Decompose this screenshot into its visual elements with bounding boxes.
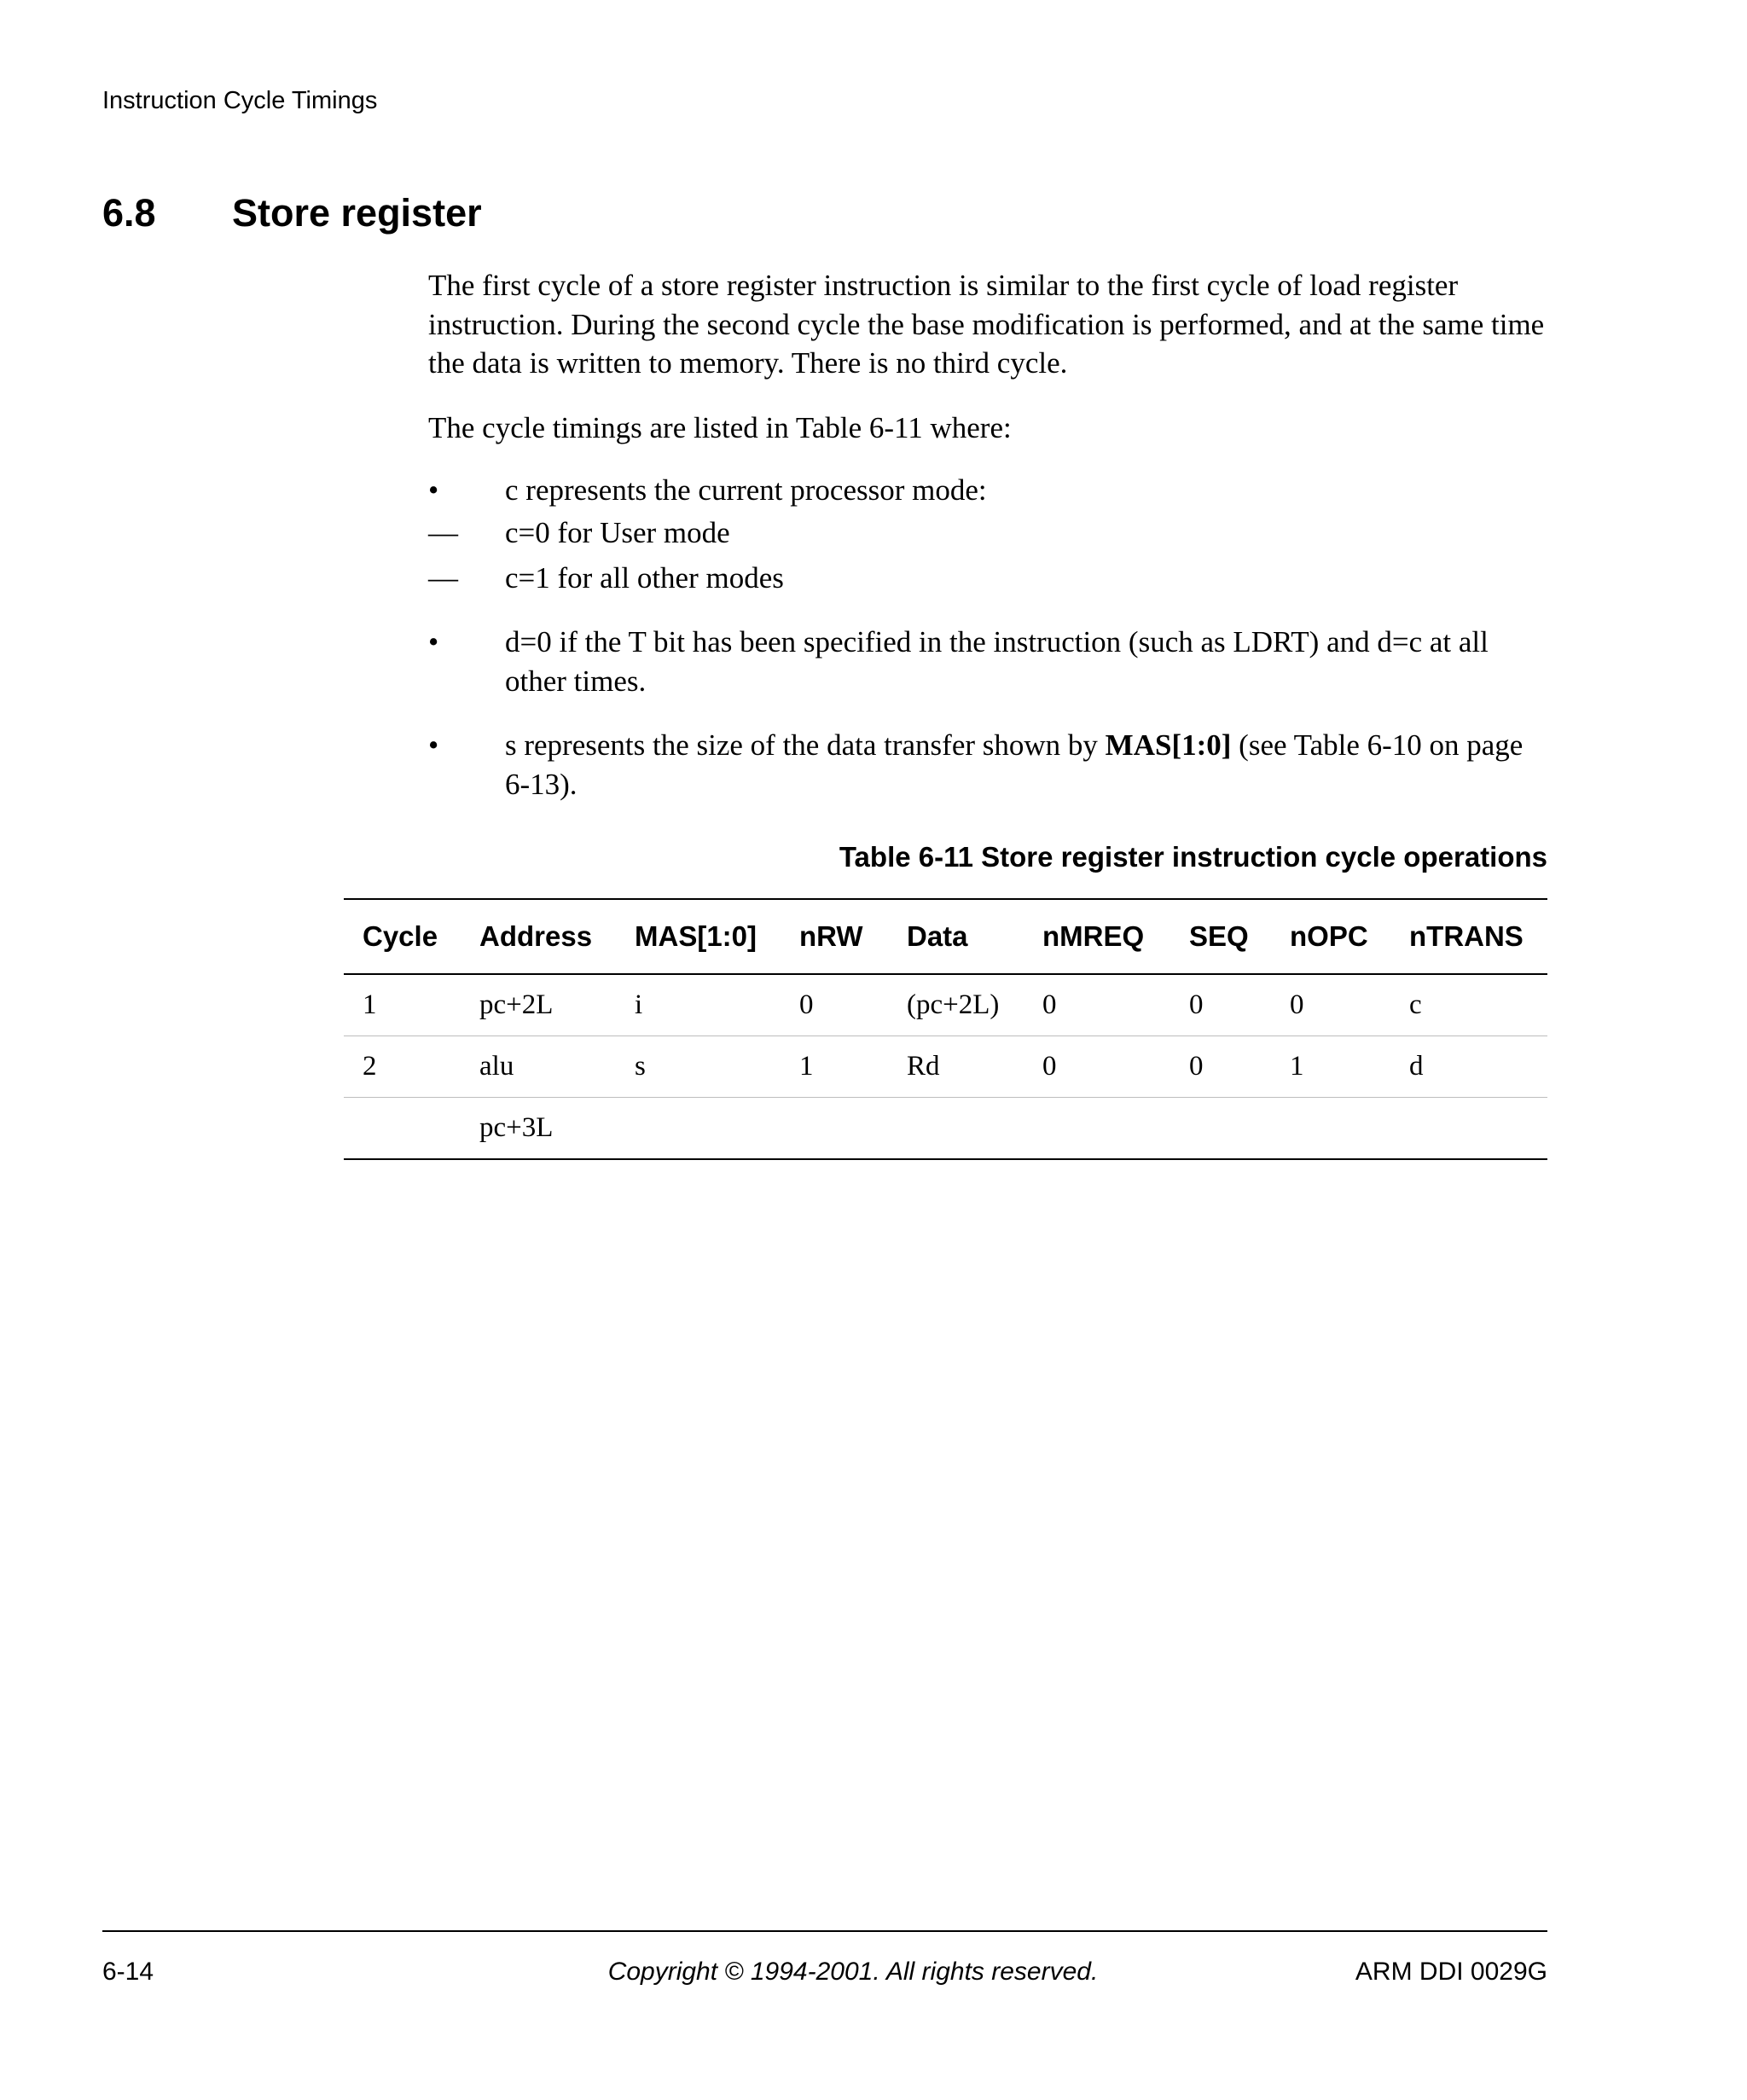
table-cell: (pc+2L) — [888, 974, 1024, 1036]
column-header: Cycle — [344, 899, 461, 974]
table-cell: alu — [461, 1036, 616, 1098]
dash-symbol: — — [428, 515, 458, 549]
column-header: nRW — [781, 899, 888, 974]
sub-item-user-mode — [428, 510, 1554, 555]
table-caption: Table 6-11 Store register instruction cycle operations — [839, 841, 1547, 873]
table-header-row — [344, 899, 1547, 974]
table-cell: 0 — [1024, 974, 1170, 1036]
table-row — [344, 1036, 1547, 1098]
table-cell: 0 — [1271, 974, 1390, 1036]
table-cell — [888, 1098, 1024, 1160]
bullet-s-text — [505, 728, 1523, 801]
table-cell: 1 — [781, 1036, 888, 1098]
table-cell: 0 — [1170, 974, 1271, 1036]
footer-divider — [102, 1930, 1547, 1932]
column-header: SEQ — [1170, 899, 1271, 974]
section-number: 6.8 — [102, 191, 156, 235]
cycle-operations-table — [344, 898, 1547, 1160]
cycle-timings-paragraph: The cycle timings are listed in Table 6-11 where: — [428, 410, 1012, 444]
table-cell: 0 — [1024, 1036, 1170, 1098]
table-cell: 1 — [1271, 1036, 1390, 1098]
table-cell: 0 — [781, 974, 888, 1036]
sub-item-text: c=0 for User mode — [505, 515, 730, 549]
table-cell: c — [1390, 974, 1547, 1036]
sub-item-text: c=1 for all other modes — [505, 560, 784, 595]
page-number: 6-14 — [102, 1958, 154, 1986]
bullet-symbol: • — [428, 624, 439, 658]
bullet-symbol: • — [428, 728, 439, 763]
table-cell: d — [1390, 1036, 1547, 1098]
column-header: nTRANS — [1390, 899, 1547, 974]
column-header: nMREQ — [1024, 899, 1170, 974]
table-cell: s — [616, 1036, 781, 1098]
bullet-s-text-start: s represents the size of the data transfer shown by — [505, 728, 1106, 763]
table-cell: pc+3L — [461, 1098, 616, 1160]
bullet-d — [428, 623, 1554, 700]
table-cell: 0 — [1170, 1036, 1271, 1098]
running-header: Instruction Cycle Timings — [102, 87, 378, 114]
table-row — [344, 974, 1547, 1036]
dash-symbol: — — [428, 560, 458, 595]
sub-item-other-modes — [428, 555, 1554, 600]
column-header: MAS[1:0] — [616, 899, 781, 974]
table-cell: 1 — [344, 974, 461, 1036]
table-cell: i — [616, 974, 781, 1036]
bullet-s-text-end: (see Table 6-10 on page 6-13). — [505, 728, 1524, 801]
bullet-c-text: c represents the current processor mode: — [505, 473, 987, 508]
table-cell — [1024, 1098, 1170, 1160]
section-title: Store register — [232, 191, 482, 235]
table-cell — [781, 1098, 888, 1160]
column-header: Data — [888, 899, 1024, 974]
table-cell: Rd — [888, 1036, 1024, 1098]
bullet-c-sublist — [428, 510, 1554, 600]
table-cell — [616, 1098, 781, 1160]
column-header: Address — [461, 899, 616, 974]
table-cell — [1170, 1098, 1271, 1160]
table-cell — [1271, 1098, 1390, 1160]
bullet-symbol: • — [428, 473, 439, 508]
table-cell: 2 — [344, 1036, 461, 1098]
intro-paragraph: The first cycle of a store register instruction is similar to the first cycle of load register instruction. During the second cycle the base modification is performed, and at the same time the data is written to memory. There is no third cycle. — [428, 269, 1545, 380]
bullet-s — [428, 726, 1554, 803]
bullet-d-text: d=0 if the T bit has been specified in the instruction (such as LDRT) and d=c at all other times. — [505, 624, 1489, 698]
table-cell — [1390, 1098, 1547, 1160]
column-header: nOPC — [1271, 899, 1390, 974]
copyright-notice: Copyright © 1994-2001. All rights reserved. — [607, 1958, 1099, 1986]
table-cell: pc+2L — [461, 974, 616, 1036]
table-cell — [344, 1098, 461, 1160]
bullet-c — [428, 471, 1554, 510]
body-text — [428, 266, 1554, 803]
table-row — [344, 1098, 1547, 1160]
mas-signal: MAS[1:0] — [1105, 728, 1232, 763]
document-id: ARM DDI 0029G — [1355, 1958, 1547, 1986]
section-heading — [102, 189, 482, 237]
